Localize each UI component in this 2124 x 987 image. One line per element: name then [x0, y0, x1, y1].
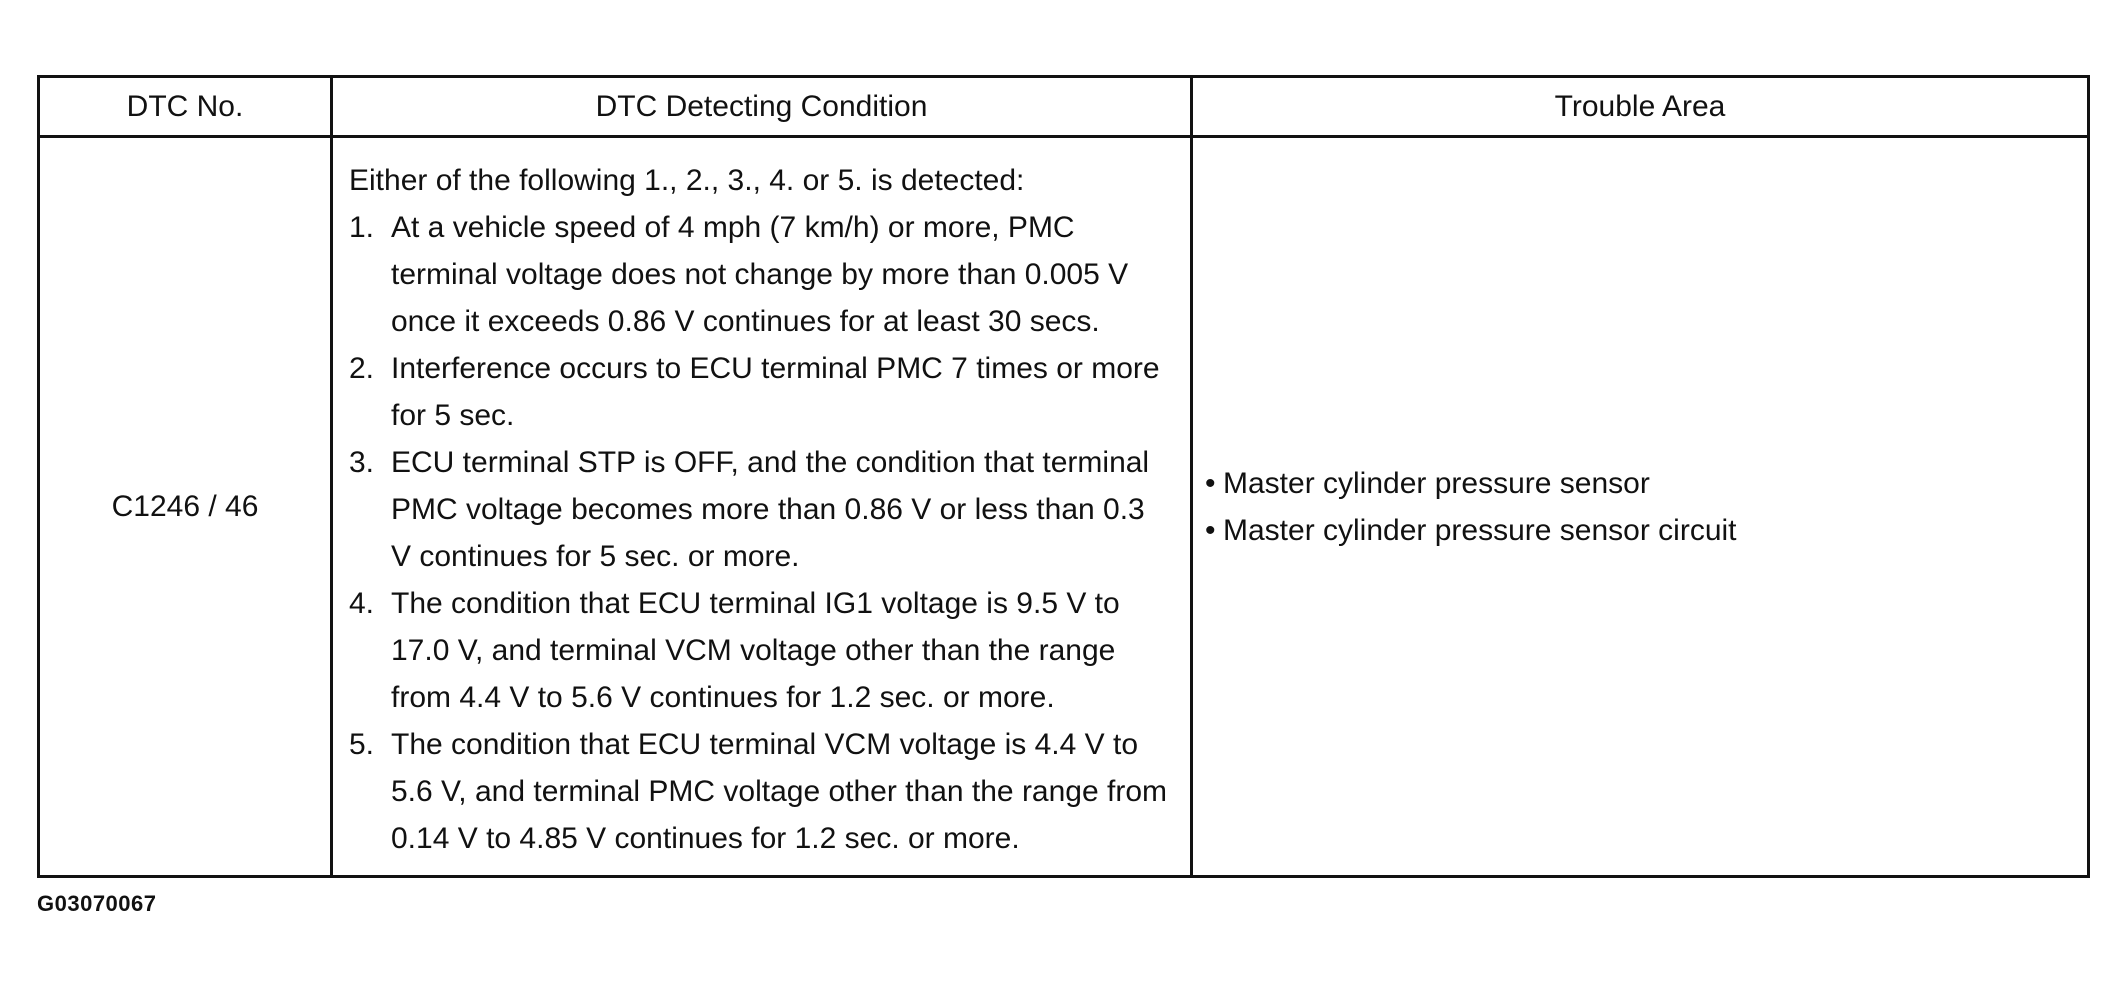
condition-intro: Either of the following 1., 2., 3., 4. or 5. is detected: — [349, 164, 1025, 197]
condition-text: The condition that ECU terminal VCM voltage is 4.4 V to 5.6 V, and terminal PMC voltage other than the range from 0.14 V to 4.85 V continues for 1.2 sec. or more. — [391, 728, 1168, 855]
figure-id: G03070067 — [37, 891, 157, 916]
trouble-area-text: Master cylinder pressure sensor circuit — [1223, 513, 1737, 547]
condition-text: ECU terminal STP is OFF, and the condition that terminal PMC voltage becomes more than 0.86 V or less than 0.3 V continues for 5 sec. or more. — [391, 446, 1150, 573]
header-condition: DTC Detecting Condition — [332, 77, 1192, 137]
trouble-area-cell — [1192, 137, 2089, 877]
header-trouble-area: Trouble Area — [1192, 77, 2089, 137]
list-item — [349, 439, 1172, 580]
trouble-area-text: Master cylinder pressure sensor — [1223, 466, 1650, 500]
list-item — [349, 580, 1172, 721]
condition-text: At a vehicle speed of 4 mph (7 km/h) or more, PMC terminal voltage does not change by more than 0.005 V once it exceeds 0.86 V continues for at least 30 secs. — [391, 211, 1129, 338]
condition-number: 5. — [349, 728, 375, 761]
condition-number: 3. — [349, 446, 375, 479]
trouble-area-list — [1205, 460, 2087, 554]
list-item — [349, 345, 1172, 439]
bullet-icon: • — [1205, 466, 1216, 500]
bullet-icon: • — [1205, 513, 1216, 547]
dtc-table — [37, 75, 2090, 878]
header-row — [39, 77, 2089, 137]
dtc-code: C1246 / 46 — [39, 137, 332, 877]
list-item — [349, 721, 1172, 862]
condition-list — [349, 204, 1172, 862]
condition-number: 4. — [349, 587, 375, 620]
table-row — [39, 137, 2089, 877]
condition-text: Interference occurs to ECU terminal PMC 7 times or more for 5 sec. — [391, 352, 1160, 432]
list-item — [349, 204, 1172, 345]
list-item — [1205, 460, 2087, 507]
condition-text: The condition that ECU terminal IG1 voltage is 9.5 V to 17.0 V, and terminal VCM voltage other than the range from 4.4 V to 5.6 V continues for 1.2 sec. or more. — [391, 587, 1120, 714]
condition-cell — [332, 137, 1192, 877]
list-item — [1205, 507, 2087, 554]
condition-number: 1. — [349, 211, 375, 244]
header-dtc-no: DTC No. — [39, 77, 332, 137]
condition-number: 2. — [349, 352, 375, 385]
